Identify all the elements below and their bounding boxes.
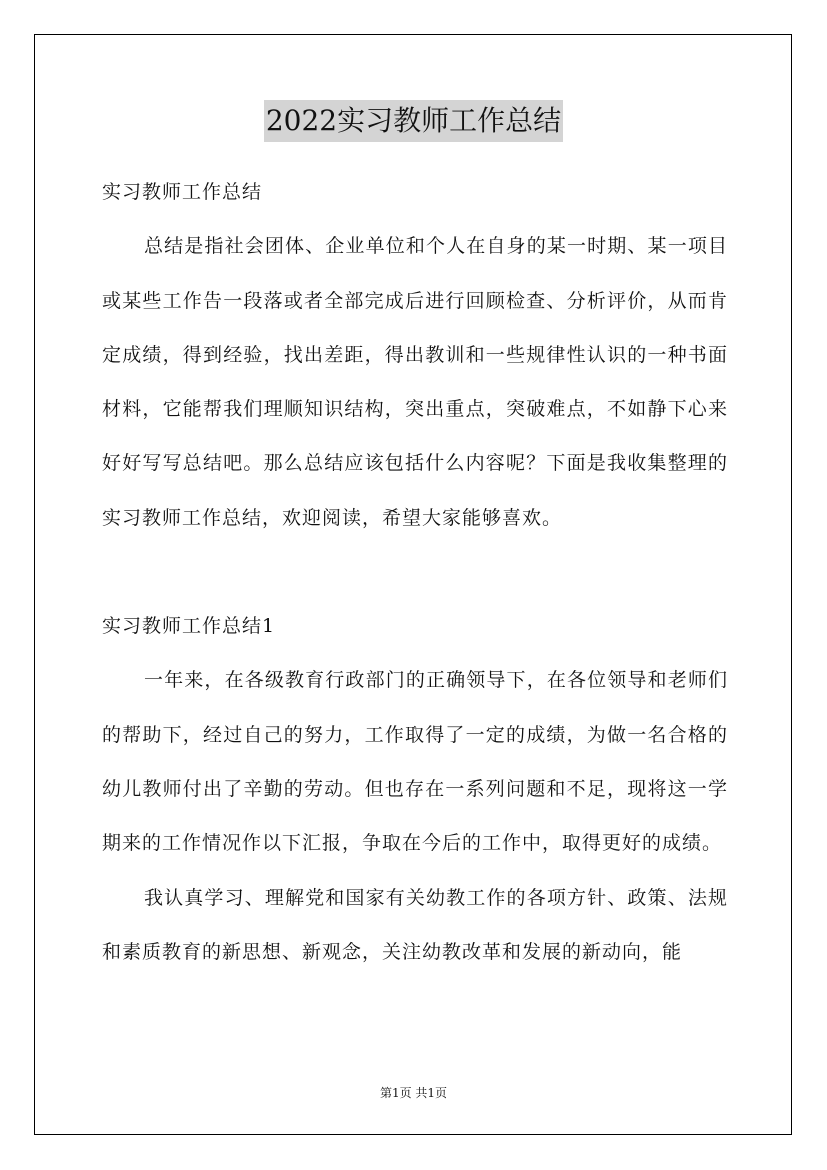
paragraph-gap [102,545,728,599]
document-title: 2022实习教师工作总结 [264,100,563,142]
intro-paragraph: 总结是指社会团体、企业单位和个人在自身的某一时期、某一项目或某些工作告一段落或者全部完成后进行回顾检查、分析评价，从而肯定成绩，得到经验，找出差距，得出教训和一些规律性认识的一种书面材料，它能帮我们理顺知识结构，突出重点，突破难点，不如静下心来好好写写总结吧。那么总结应该包括什么内容呢？下面是我收集整理的实习教师工作总结，欢迎阅读，希望大家能够喜欢。 [102,235,728,529]
section-heading-1: 实习教师工作总结1 [102,615,276,638]
section-1-paragraph-1: 一年来，在各级教育行政部门的正确领导下，在各位领导和老师们的帮助下，经过自己的努力，工作取得了一定的成绩，为做一名合格的幼儿教师付出了辛勤的劳动。但也存在一系列问题和不足，现将这一学期来的工作情况作以下汇报，争取在今后的工作中，取得更好的成绩。 [102,669,728,855]
section-heading-intro: 实习教师工作总结 [102,181,263,203]
section-1-paragraph-2: 我认真学习、理解党和国家有关幼教工作的各项方针、政策、法规和素质教育的新思想、新观念，关注幼教改革和发展的新动向，能 [102,886,728,963]
title-container [0,100,827,142]
page-footer: 第1页 共1页 [379,1086,448,1100]
document-body [102,165,728,979]
